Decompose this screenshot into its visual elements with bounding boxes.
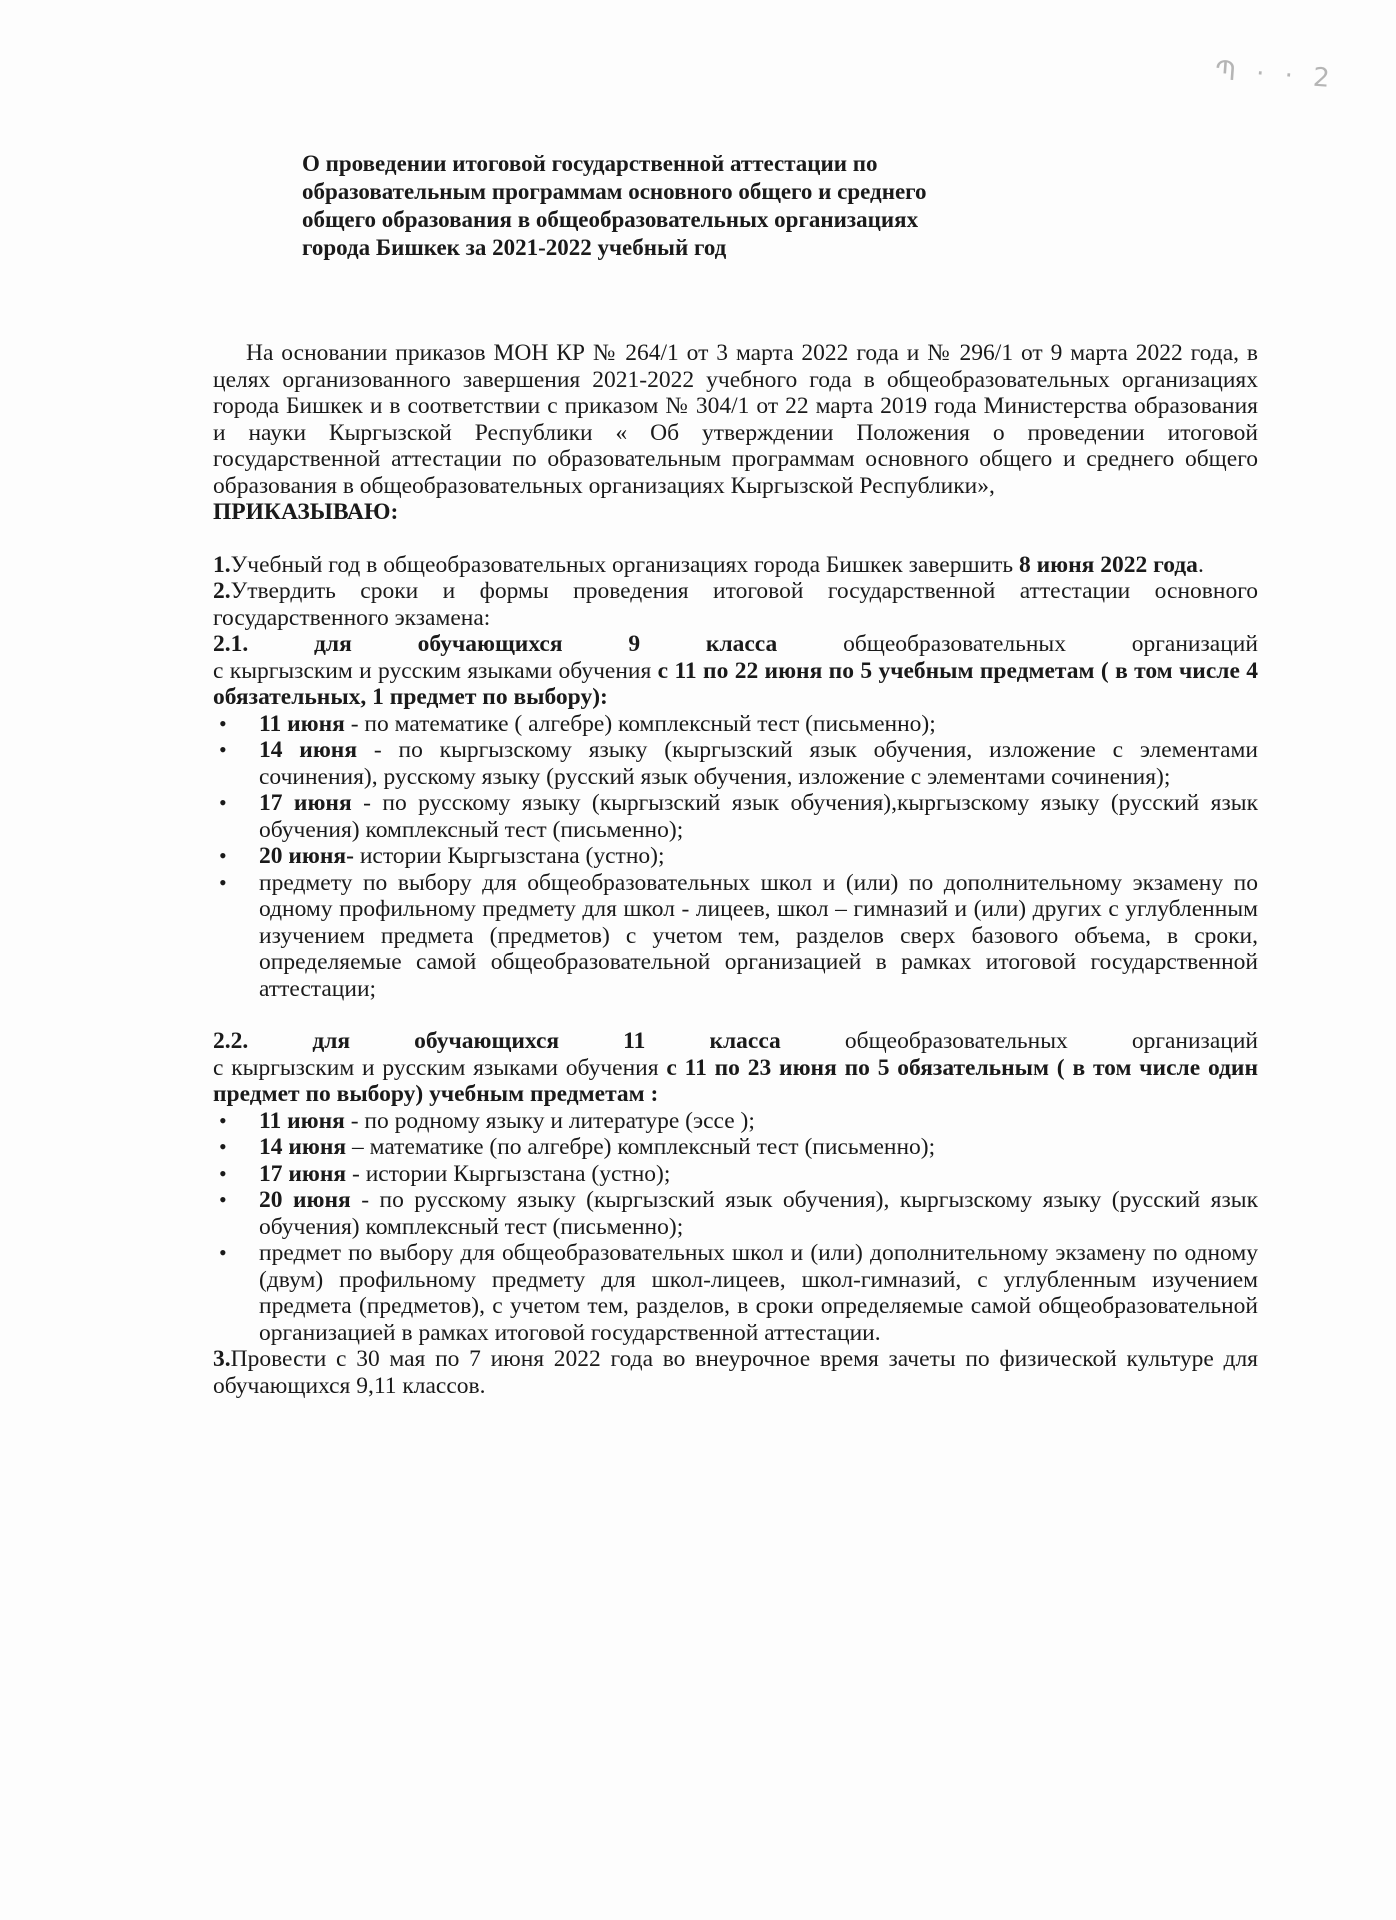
list-item: • 11 июня - по математике ( алгебре) комплексный тест (письменно); — [259, 711, 1258, 738]
item-1: 1.Учебный год в общеобразовательных организациях города Бишкек завершить 8 июня 2022 года. — [213, 551, 1204, 578]
section-subheading: с кыргызским и русским языками обучения с 11 по 22 июня по 5 учебным предметам ( в том числе 4 обязательных, 1 предмет по выбору): — [213, 657, 1258, 710]
document-title — [302, 150, 1062, 262]
section-subheading: с кыргызским и русским языками обучения с 11 по 23 июня по 5 обязательным ( в том числе один предмет по выбору) учебным предметам : — [213, 1054, 1258, 1107]
list-item: • 14 июня - по кыргызскому языку (кыргызский язык обучения, изложение с элементами сочинения), русскому языку (русский язык обучения, изложение с элементами сочинения); — [259, 737, 1258, 790]
exam-schedule-11 — [213, 1108, 1258, 1347]
item-3: 3.Провести с 30 мая по 7 июня 2022 года во внеурочное время зачеты по физической культуре для обучающихся 9,11 классов. — [213, 1346, 1258, 1399]
section-heading: 2.1. для обучающихся 9 класса общеобразовательных организаций — [213, 631, 1258, 657]
section-heading: 2.2. для обучающихся 11 класса общеобразовательных организаций — [213, 1028, 1258, 1054]
title-line: образовательным программам основного общего и среднего — [302, 179, 927, 204]
document-body — [213, 340, 1258, 1399]
list-item: • 20 июня - по русскому языку (кыргызский язык обучения), кыргызскому языку (русский язык обучения) комплексный тест (письменно); — [259, 1187, 1258, 1240]
item-number: 3. — [213, 1346, 231, 1372]
item-2: 2.Утвердить сроки и формы проведения итоговой государственной аттестации основного государственного экзамена: — [213, 578, 1258, 631]
list-item: • 11 июня - по родному языку и литературе (эссе ); — [259, 1108, 1258, 1135]
list-item: • 17 июня - истории Кыргызстана (устно); — [259, 1161, 1258, 1188]
item-number: 2. — [213, 578, 231, 604]
item-number: 1. — [213, 551, 231, 578]
list-item: • 14 июня – математике (по алгебре) комплексный тест (письменно); — [259, 1134, 1258, 1161]
preamble: На основании приказов МОН КР № 264/1 от 3 марта 2022 года и № 296/1 от 9 марта 2022 года, в целях организованного завершения 2021-2022 учебного года в общеобразовательных организациях города Бишкек и в соответствии с приказом № 304/1 от 22 марта 2019 года Министерства образования и науки Кыргызской Республики « Об утверждении Положения о проведении итоговой государственной аттестации по образовательным программам основного общего и среднего общего образования в общеобразовательных организациях Кыргызской Республики», — [213, 340, 1258, 499]
list-item: • 20 июня- истории Кыргызстана (устно); — [259, 843, 1258, 870]
section-2-2 — [213, 1028, 1258, 1346]
title-line: города Бишкек за 2021-2022 учебный год — [302, 235, 727, 260]
list-item: • предмету по выбору для общеобразовательных школ и (или) по дополнительному экзамену по одному профильному предмету для школ - лицеев, школ – гимназий и (или) других с углубленным изучением предмета (предметов) с учетом тем, разделов сверх базового объема, в сроки, определяемые самой общеобразовательной организацией в рамках итоговой государственной аттестации; — [259, 870, 1258, 1003]
list-item: • предмет по выбору для общеобразовательных школ и (или) дополнительному экзамену по одному (двум) профильному предмету для школ-лицеев, школ-гимназий, с углубленным изучением предмета (предметов), с учетом тем, разделов, в сроки определяемые самой общеобразовательной организацией в рамках итоговой государственной аттестации. — [259, 1240, 1258, 1346]
exam-schedule-9 — [213, 711, 1258, 1003]
section-2-1 — [213, 631, 1258, 1002]
order-word: ПРИКАЗЫВАЮ: — [213, 499, 399, 525]
title-line: О проведении итоговой государственной аттестации по — [302, 151, 878, 176]
list-item: • 17 июня - по русскому языку (кыргызский язык обучения),кыргызскому языку (русский язык обучения) комплексный тест (письменно); — [259, 790, 1258, 843]
title-line: общего образования в общеобразовательных организациях — [302, 207, 919, 232]
handwritten-mark: Պ · · 2 — [1214, 55, 1337, 95]
